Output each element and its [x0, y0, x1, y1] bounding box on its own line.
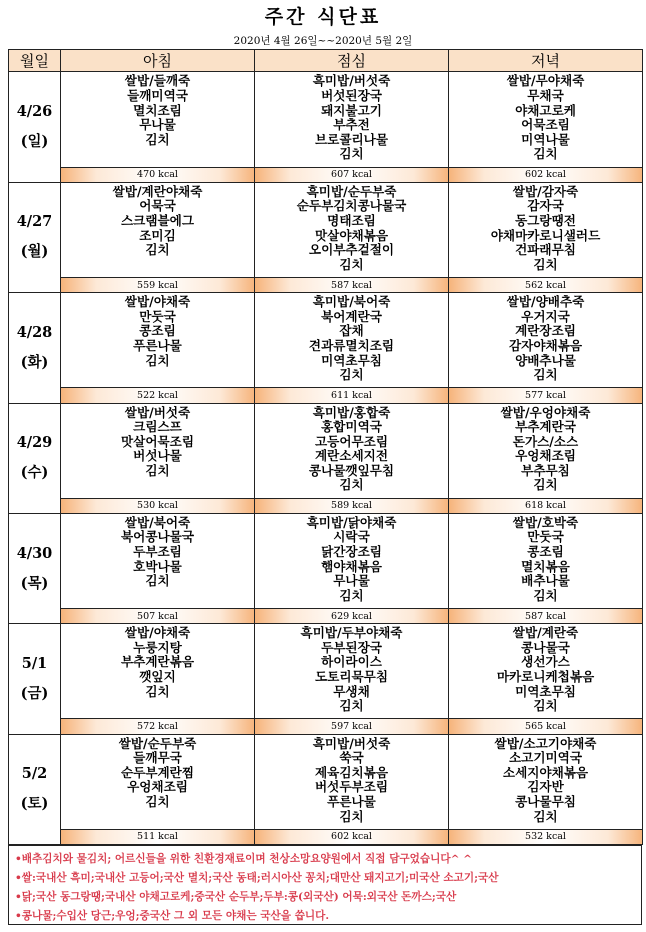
menu-item: 스크램블에그: [121, 213, 194, 228]
menu-item: 들깨무국: [133, 750, 182, 766]
menu-item: 부추전: [333, 117, 370, 133]
day-cell: [9, 293, 61, 403]
menu-item: 쌀밥/우엉야채죽: [500, 404, 591, 420]
menu-item: 호박나물: [133, 558, 182, 574]
period-range: 2020년 4월 26일~~2020년 5월 2일: [233, 35, 413, 47]
menu-item: 쌀밥/소고기야채죽: [494, 735, 597, 751]
menu-item: 콩나물국: [521, 639, 570, 655]
menu-item: 흑미밥/순두부죽: [306, 183, 397, 199]
menu-item: 쌀밥/감자죽: [512, 183, 579, 199]
menu-item: 미역초무침: [515, 683, 576, 699]
menu-item: 쌀밥/들깨죽: [124, 73, 191, 89]
page-title: 주간 식단표: [264, 6, 382, 28]
menu-item: 건파래무침: [515, 242, 576, 258]
menu-item: 콩조림: [139, 323, 176, 339]
kcal-value: 629 kcal: [255, 608, 449, 623]
day-weekday: (화): [20, 353, 49, 371]
menu-item: 쌀밥/양배추죽: [506, 294, 585, 310]
day-cell: [9, 734, 61, 844]
menu-item: 들깨미역국: [127, 88, 188, 104]
menu-item: 우거지국: [521, 308, 570, 324]
kcal-value: 587 kcal: [255, 277, 449, 292]
dinner-cell: [449, 182, 643, 277]
menu-item: 쌀밥/계란죽: [512, 625, 579, 641]
lunch-cell: [255, 513, 449, 608]
header-day: 월일: [9, 50, 61, 72]
menu-item: 흑미밥/버섯죽: [312, 73, 391, 89]
kcal-value: 597 kcal: [255, 719, 449, 734]
menu-item: 배추나물: [521, 573, 570, 589]
menu-item: 계란소세지전: [315, 448, 388, 464]
menu-item: 무채국: [527, 88, 564, 104]
menu-item: 쌀밥/야채죽: [124, 294, 191, 310]
menu-item: 브로콜리나물: [315, 131, 388, 147]
menu-item: 야채고로케: [515, 102, 576, 118]
day-row: [9, 513, 643, 608]
dinner-cell: [449, 403, 643, 498]
menu-item: 고등어무조림: [315, 433, 388, 449]
kcal-value: 589 kcal: [255, 498, 449, 513]
menu-item: 쌀밥/순두부죽: [118, 735, 197, 751]
menu-item: 무나물: [333, 573, 370, 589]
menu-item: 김치: [145, 793, 170, 809]
menu-item: 만둣국: [527, 529, 564, 545]
day-date: 4/30: [16, 544, 53, 562]
menu-item: 쌀밥/북어죽: [124, 514, 191, 530]
menu-item: 계란장조림: [515, 323, 576, 339]
day-date: 4/28: [16, 323, 53, 341]
menu-item: 미역나물: [521, 131, 570, 147]
lunch-cell: [255, 293, 449, 388]
lunch-cell: [255, 403, 449, 498]
menu-item: 김치: [339, 146, 364, 162]
day-cell: [9, 624, 61, 734]
menu-item: 닭간장조림: [321, 544, 382, 560]
menu-item: 어묵국: [139, 198, 176, 214]
lunch-cell: [255, 624, 449, 719]
kcal-value: 532 kcal: [449, 829, 643, 844]
day-row: [9, 403, 643, 498]
kcal-value: 507 kcal: [61, 608, 255, 623]
menu-item: 김치: [339, 367, 364, 383]
menu-item: 김치: [145, 573, 170, 589]
kcal-row: [9, 608, 643, 623]
menu-item: 부추계란국: [515, 419, 576, 435]
kcal-row: [9, 388, 643, 403]
menu-item: 동그랑땡전: [515, 213, 576, 228]
menu-item: 김치: [533, 477, 558, 493]
breakfast-cell: [61, 513, 255, 608]
day-weekday: (수): [20, 464, 49, 482]
kcal-value: 611 kcal: [255, 388, 449, 403]
kcal-value: 607 kcal: [255, 167, 449, 182]
day-cell: [9, 72, 61, 182]
menu-item: 우엉채조림: [127, 779, 188, 795]
menu-item: 버섯나물: [133, 448, 182, 464]
kcal-row: [9, 719, 643, 734]
breakfast-cell: [61, 624, 255, 719]
menu-item: 쌀밥/호박죽: [512, 514, 579, 530]
breakfast-cell: [61, 182, 255, 277]
menu-item: 소세지야채볶음: [502, 764, 589, 780]
day-date: 5/1: [21, 654, 48, 672]
menu-item: 흑미밥/홍합죽: [312, 404, 391, 420]
menu-item: 김치: [533, 146, 558, 162]
kcal-value: 587 kcal: [449, 608, 643, 623]
menu-item: 감자야채볶음: [509, 337, 582, 353]
menu-item: 감자국: [527, 198, 564, 214]
kcal-value: 470 kcal: [61, 167, 255, 182]
menu-item: 소고기미역국: [509, 750, 582, 766]
day-row: [9, 182, 643, 277]
menu-item: 홍합미역국: [321, 419, 382, 435]
kcal-value: 511 kcal: [61, 829, 255, 844]
menu-item: 깻잎지: [139, 668, 176, 684]
notes-box: [8, 845, 642, 925]
kcal-row: [9, 277, 643, 292]
note-line: •닭;국산 동그랑땡;국내산 야채고로케;중국산 순두부;두부:콩(외국산) 어묵:외국산 돈까스;국산: [15, 891, 457, 903]
menu-item: 두부조림: [133, 544, 182, 560]
menu-item: 북어콩나물국: [121, 529, 194, 545]
day-date: 5/2: [21, 765, 48, 783]
menu-item: 콩나물무침: [515, 793, 576, 809]
menu-item: 맛살야채볶음: [315, 227, 388, 243]
menu-item: 김치: [339, 256, 364, 272]
header-breakfast: 아침: [61, 50, 255, 72]
header-dinner: 저녁: [449, 50, 643, 72]
menu-item: 명태조림: [327, 213, 376, 228]
menu-item: 북어계란국: [321, 308, 382, 324]
breakfast-cell: [61, 403, 255, 498]
menu-item: 크림스프: [133, 419, 182, 435]
menu-item: 쑥국: [339, 750, 364, 766]
menu-item: 견과류멸치조림: [308, 337, 395, 353]
lunch-cell: [255, 182, 449, 277]
lunch-cell: [255, 734, 449, 829]
menu-item: 멸치조림: [133, 102, 182, 118]
menu-item: 오이부추겉절이: [308, 242, 395, 258]
kcal-value: 577 kcal: [449, 388, 643, 403]
menu-item: 푸른나물: [133, 337, 182, 353]
day-date: 4/26: [16, 103, 53, 121]
breakfast-cell: [61, 293, 255, 388]
menu-item: 도토리묵무침: [315, 668, 388, 684]
day-weekday: (목): [20, 574, 49, 592]
menu-item: 시락국: [333, 529, 370, 545]
menu-item: 쌀밥/야채죽: [124, 625, 191, 641]
menu-item: 하이라이스: [321, 654, 382, 670]
menu-item: 푸른나물: [327, 793, 376, 809]
meal-table: [8, 49, 643, 845]
dinner-cell: [449, 293, 643, 388]
menu-item: 흑미밥/두부야채죽: [300, 625, 403, 641]
menu-item: 버섯된장국: [321, 88, 382, 104]
menu-item: 김자반: [527, 779, 564, 795]
day-cell: [9, 513, 61, 623]
menu-item: 김치: [339, 587, 364, 603]
kcal-value: 602 kcal: [255, 829, 449, 844]
note-line: •쌀:국내산 흑미;국내산 고등어;국산 멸치;국산 동태;러시아산 꽁치;대만산 돼지고기;미국산 소고기;국산: [15, 872, 499, 884]
menu-item: 김치: [533, 367, 558, 383]
lunch-cell: [255, 72, 449, 167]
menu-item: 쌀밥/무야채죽: [506, 73, 585, 89]
kcal-value: 602 kcal: [449, 167, 643, 182]
menu-item: 김치: [145, 352, 170, 368]
menu-item: 김치: [339, 808, 364, 824]
dinner-cell: [449, 513, 643, 608]
menu-item: 두부된장국: [321, 639, 382, 655]
menu-item: 무나물: [139, 117, 176, 133]
menu-item: 부추무침: [521, 462, 570, 478]
menu-item: 돼지불고기: [321, 102, 382, 118]
kcal-value: 565 kcal: [449, 719, 643, 734]
kcal-row: [9, 167, 643, 182]
menu-item: 순두부김치콩나물국: [296, 198, 407, 214]
menu-item: 잡채: [339, 323, 364, 339]
menu-item: 우엉채조림: [515, 448, 576, 464]
menu-item: 흑미밥/버섯죽: [312, 735, 391, 751]
kcal-row: [9, 829, 643, 844]
menu-item: 미역초무침: [321, 352, 382, 368]
menu-item: 김치: [145, 683, 170, 699]
day-row: [9, 624, 643, 719]
day-weekday: (일): [20, 133, 49, 151]
menu-item: 쌀밥/버섯죽: [124, 404, 191, 420]
menu-item: 누룽지탕: [133, 639, 182, 655]
kcal-row: [9, 498, 643, 513]
kcal-value: 559 kcal: [61, 277, 255, 292]
menu-item: 생선가스: [521, 654, 570, 670]
day-row: [9, 734, 643, 829]
menu-item: 어묵조림: [521, 117, 570, 133]
menu-item: 맛살어묵조림: [121, 433, 194, 449]
menu-item: 김치: [533, 808, 558, 824]
breakfast-cell: [61, 734, 255, 829]
day-date: 4/29: [16, 434, 53, 452]
kcal-value: 572 kcal: [61, 719, 255, 734]
menu-item: 부추계란볶음: [121, 654, 194, 670]
menu-item: 무생채: [333, 683, 370, 699]
menu-item: 김치: [145, 131, 170, 147]
menu-item: 흑미밥/닭야채죽: [306, 514, 397, 530]
kcal-value: 562 kcal: [449, 277, 643, 292]
menu-item: 조미김: [139, 227, 176, 243]
menu-item: 김치: [533, 256, 558, 272]
menu-item: 김치: [145, 242, 170, 258]
menu-item: 버섯두부조림: [315, 779, 388, 795]
menu-item: 제육김치볶음: [315, 764, 388, 780]
menu-item: 흑미밥/북어죽: [312, 294, 391, 310]
day-weekday: (금): [20, 684, 49, 702]
menu-item: 멸치볶음: [521, 558, 570, 574]
menu-item: 마카로니케첩볶음: [496, 668, 595, 684]
day-cell: [9, 182, 61, 292]
menu-item: 양배추나물: [515, 352, 576, 368]
header-lunch: 점심: [255, 50, 449, 72]
menu-item: 돈가스/소스: [512, 433, 579, 449]
note-line: •배추김치와 물김치; 어르신들을 위한 친환경재료이며 천상소망요양원에서 직접 담구었습니다^ ^: [15, 853, 473, 865]
breakfast-cell: [61, 72, 255, 167]
menu-item: 김치: [145, 462, 170, 478]
menu-item: 김치: [533, 587, 558, 603]
day-weekday: (토): [20, 795, 49, 813]
day-weekday: (월): [20, 243, 49, 261]
kcal-value: 522 kcal: [61, 388, 255, 403]
dinner-cell: [449, 734, 643, 829]
dinner-cell: [449, 72, 643, 167]
day-row: [9, 293, 643, 388]
menu-item: 콩조림: [527, 544, 564, 560]
menu-item: 야채마카로니샐러드: [490, 227, 601, 243]
kcal-value: 530 kcal: [61, 498, 255, 513]
menu-item: 햄야채볶음: [321, 558, 382, 574]
menu-item: 만둣국: [139, 308, 176, 324]
kcal-value: 618 kcal: [449, 498, 643, 513]
day-cell: [9, 403, 61, 513]
menu-item: 김치: [533, 698, 558, 714]
day-date: 4/27: [16, 213, 53, 231]
menu-item: 쌀밥/계란야채죽: [112, 183, 203, 199]
menu-item: 김치: [339, 698, 364, 714]
menu-item: 김치: [339, 477, 364, 493]
table-header-row: [9, 50, 643, 72]
day-row: [9, 72, 643, 167]
note-line: •콩나물;수입산 당근;우엉;중국산 그 외 모든 야채는 국산을 씁니다.: [15, 910, 330, 922]
menu-item: 순두부계란찜: [121, 764, 194, 780]
menu-item: 콩나물깻잎무침: [308, 462, 395, 478]
dinner-cell: [449, 624, 643, 719]
